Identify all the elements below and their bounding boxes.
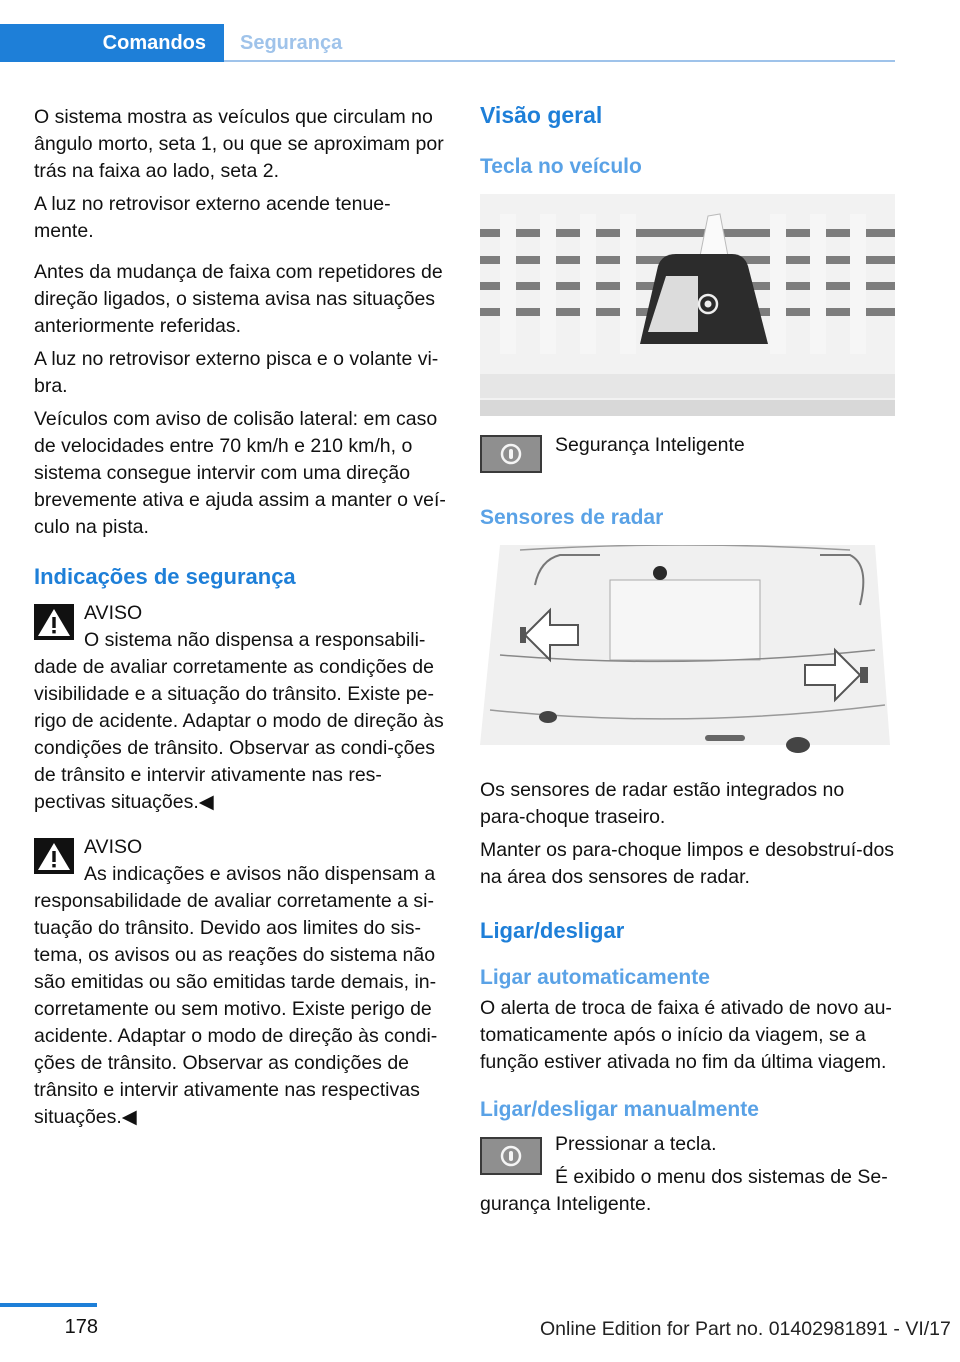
vehicle-button-illustration bbox=[480, 194, 895, 416]
paragraph: Pressionar a tecla. bbox=[555, 1133, 717, 1155]
button-label: Segurança Inteligente bbox=[555, 434, 745, 456]
paragraph: A luz no retrovisor externo pisca e o volante vi‐bra. bbox=[34, 348, 439, 397]
header-tab-seguranca[interactable]: Segurança bbox=[240, 31, 343, 54]
left-column bbox=[34, 104, 450, 1131]
heading-manual-on-off: Ligar/desligar manualmente bbox=[480, 1098, 759, 1121]
header-rule bbox=[224, 60, 895, 62]
warning-triangle-icon bbox=[34, 604, 74, 640]
footer-rule bbox=[0, 1303, 97, 1307]
footer-edition: Online Edition for Part no. 01402981891 - VI/17 bbox=[540, 1318, 951, 1340]
paragraph: Antes da mudança de faixa com repetidores de direção ligados, o sistema avisa nas situações anteriormente referidas. bbox=[34, 261, 443, 337]
paragraph: O sistema mostra as veículos que circulam no ângulo morto, seta 1, ou que se aproximam por trás na faixa ao lado, seta 2. bbox=[34, 106, 444, 182]
warning-triangle-icon bbox=[34, 838, 74, 874]
intelligent-safety-button-icon bbox=[480, 435, 542, 473]
paragraph: Os sensores de radar estão integrados no para-choque traseiro. bbox=[480, 779, 845, 828]
intelligent-safety-button-icon bbox=[480, 1137, 542, 1175]
right-column-lower bbox=[480, 777, 895, 1218]
page-number: 178 bbox=[64, 1316, 98, 1338]
warning-text: O sistema não dispensa a responsabili‐dade de avaliar corretamente as condições de visibilidade e a situação do trânsito. Existe pe‐rigo de acidente. Adaptar o modo de direção às condições de trânsito. Observar as condi‐ções de trânsito e intervir ativamente nas res‐pectivas situações.◀ bbox=[34, 629, 444, 813]
heading-overview: Visão geral bbox=[480, 102, 603, 128]
heading-auto-on: Ligar automaticamente bbox=[480, 966, 710, 989]
warning-title: AVISO bbox=[84, 602, 143, 624]
heading-radar-sensors: Sensores de radar bbox=[480, 506, 664, 529]
warning-block bbox=[34, 834, 450, 1131]
paragraph: Veículos com aviso de colisão lateral: em caso de velocidades entre 70 km/h e 210 km/h, o sistema consegue intervir com uma direção brevemente ativa e ajuda assim a manter o veí‐culo na pista. bbox=[34, 408, 446, 538]
warning-text: As indicações e avisos não dispensam a responsabilidade de avaliar corretamente a si‐tuação do trânsito. Devido aos limites do sis‐tema, os avisos ou as reações do sistema não são emitidas ou são emitidas tarde demais, in‐corretamente ou sem motivo. Existe perigo de acidente. Adaptar o modo de direção às condi‐ções de trânsito. Observar as condições de trânsito e intervir ativamente nas respectivas situações.◀ bbox=[34, 863, 438, 1128]
heading-button-in-vehicle: Tecla no veículo bbox=[480, 155, 642, 178]
paragraph: O alerta de troca de faixa é ativado de novo au‐tomaticamente após o início da viagem, se a função estiver ativada no fim da última viagem. bbox=[480, 997, 892, 1073]
paragraph: A luz no retrovisor externo acende tenue‐mente. bbox=[34, 193, 391, 242]
header-tab-comandos[interactable]: Comandos bbox=[0, 24, 224, 62]
warning-title: AVISO bbox=[84, 836, 143, 858]
paragraph: Manter os para-choque limpos e desobstruí‐dos na área dos sensores de radar. bbox=[480, 839, 895, 888]
heading-on-off: Ligar/desligar bbox=[480, 918, 625, 943]
heading-safety: Indicações de segurança bbox=[34, 564, 296, 589]
paragraph: É exibido o menu dos sistemas de Se‐gurança Inteligente. bbox=[480, 1166, 888, 1215]
radar-sensors-illustration bbox=[480, 545, 895, 762]
manual-block bbox=[480, 1131, 895, 1218]
warning-block bbox=[34, 600, 450, 816]
